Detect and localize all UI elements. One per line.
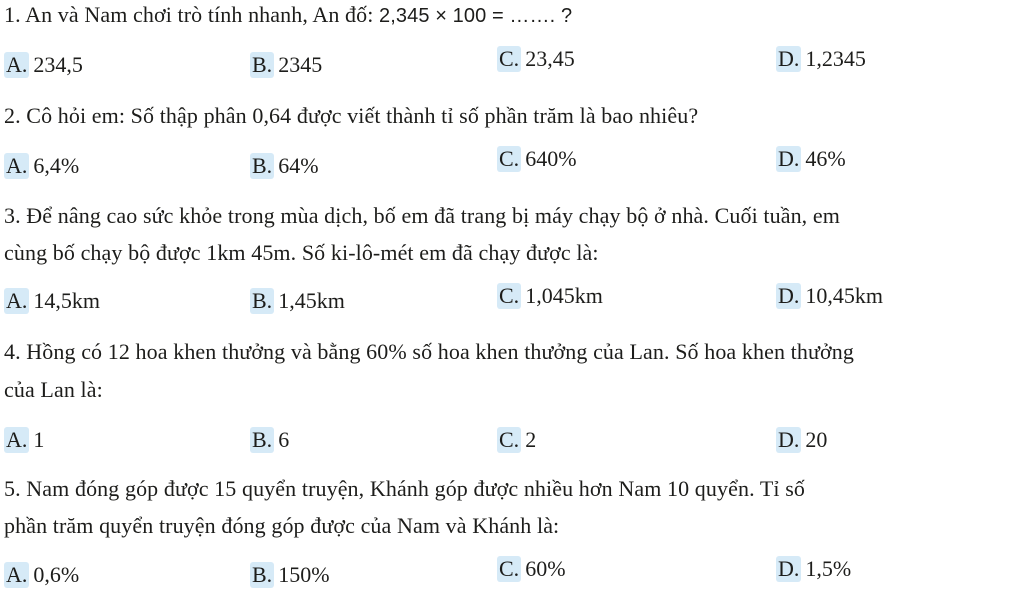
question-2-stem <box>4 103 698 129</box>
question-1-option-d[interactable] <box>776 46 866 72</box>
question-5-stem-line-1 <box>4 476 805 502</box>
question-3-option-b[interactable] <box>250 288 345 314</box>
question-2-option-c[interactable] <box>497 146 577 172</box>
question-1-option-b[interactable] <box>250 52 322 78</box>
option-text: 2345 <box>278 52 323 77</box>
question-2-option-d[interactable] <box>776 146 846 172</box>
option-key: B. <box>252 562 273 587</box>
option-key: B. <box>252 288 273 313</box>
option-text: 1,2345 <box>805 46 866 71</box>
question-5-option-a[interactable] <box>4 562 79 588</box>
question-2-option-a[interactable] <box>4 153 79 179</box>
option-text: 14,5km <box>33 288 101 313</box>
option-text: 1,5% <box>805 556 852 581</box>
question-4-text-1: 4. Hồng có 12 hoa khen thưởng và bằng 60% số hoa khen thưởng của Lan. Số hoa khen thưởng <box>4 339 854 364</box>
question-4-stem-line-1 <box>4 339 854 365</box>
option-text: 1,045km <box>525 283 603 308</box>
question-1-expression: 2,345 × 100 = ……. ? <box>379 5 573 27</box>
option-key: D. <box>778 427 800 452</box>
option-key: D. <box>778 283 800 308</box>
question-5-option-d[interactable] <box>776 556 851 582</box>
option-key: A. <box>6 153 28 178</box>
question-3-stem-line-1 <box>4 203 840 229</box>
question-5-text-2: phần trăm quyển truyện đóng góp được của Nam và Khánh là: <box>4 513 560 538</box>
option-key: B. <box>252 52 273 77</box>
question-3-option-c[interactable] <box>497 283 603 309</box>
question-4-option-a[interactable] <box>4 427 44 453</box>
option-text: 0,6% <box>33 562 80 587</box>
question-3-stem-line-2 <box>4 240 599 266</box>
option-key: C. <box>499 146 520 171</box>
option-text: 234,5 <box>33 52 83 77</box>
option-key: A. <box>6 288 28 313</box>
option-key: C. <box>499 427 520 452</box>
option-text: 6,4% <box>33 153 80 178</box>
question-1-option-a[interactable] <box>4 52 83 78</box>
question-2-option-b[interactable] <box>250 153 319 179</box>
question-4-option-d[interactable] <box>776 427 827 453</box>
question-1-text: 1. An và Nam chơi trò tính nhanh, An đố: <box>4 2 380 27</box>
question-3-text-1: 3. Để nâng cao sức khỏe trong mùa dịch, bố em đã trang bị máy chạy bộ ở nhà. Cuối tuần, em <box>4 203 840 228</box>
option-text: 1 <box>33 427 45 452</box>
question-3-text-2: cùng bố chạy bộ được 1km 45m. Số ki-lô-mét em đã chạy được là: <box>4 240 599 265</box>
option-text: 150% <box>278 562 330 587</box>
option-key: B. <box>252 427 273 452</box>
question-1-option-c[interactable] <box>497 46 575 72</box>
question-1-stem <box>4 2 572 29</box>
option-text: 6 <box>278 427 290 452</box>
option-text: 64% <box>278 153 319 178</box>
option-text: 23,45 <box>525 46 575 71</box>
question-3-option-d[interactable] <box>776 283 883 309</box>
option-key: C. <box>499 46 520 71</box>
option-text: 10,45km <box>805 283 884 308</box>
question-2-text: 2. Cô hỏi em: Số thập phân 0,64 được viết thành tỉ số phần trăm là bao nhiêu? <box>4 103 699 128</box>
option-key: A. <box>6 427 28 452</box>
option-text: 640% <box>525 146 577 171</box>
option-text: 1,45km <box>278 288 345 313</box>
option-key: D. <box>778 46 800 71</box>
option-text: 2 <box>525 427 537 452</box>
question-5-option-c[interactable] <box>497 556 566 582</box>
option-key: B. <box>252 153 273 178</box>
option-text: 46% <box>805 146 846 171</box>
option-text: 60% <box>525 556 566 581</box>
question-3-option-a[interactable] <box>4 288 100 314</box>
question-5-stem-line-2 <box>4 513 559 539</box>
option-key: A. <box>6 52 28 77</box>
question-5-text-1: 5. Nam đóng góp được 15 quyển truyện, Khánh góp được nhiều hơn Nam 10 quyển. Tỉ số <box>4 476 805 501</box>
option-key: D. <box>778 556 800 581</box>
option-key: D. <box>778 146 800 171</box>
question-4-text-2: của Lan là: <box>4 377 103 402</box>
option-key: C. <box>499 556 520 581</box>
option-text: 20 <box>805 427 828 452</box>
question-4-option-b[interactable] <box>250 427 289 453</box>
option-key: A. <box>6 562 28 587</box>
question-4-stem-line-2 <box>4 377 103 403</box>
question-4-option-c[interactable] <box>497 427 536 453</box>
option-key: C. <box>499 283 520 308</box>
question-5-option-b[interactable] <box>250 562 330 588</box>
